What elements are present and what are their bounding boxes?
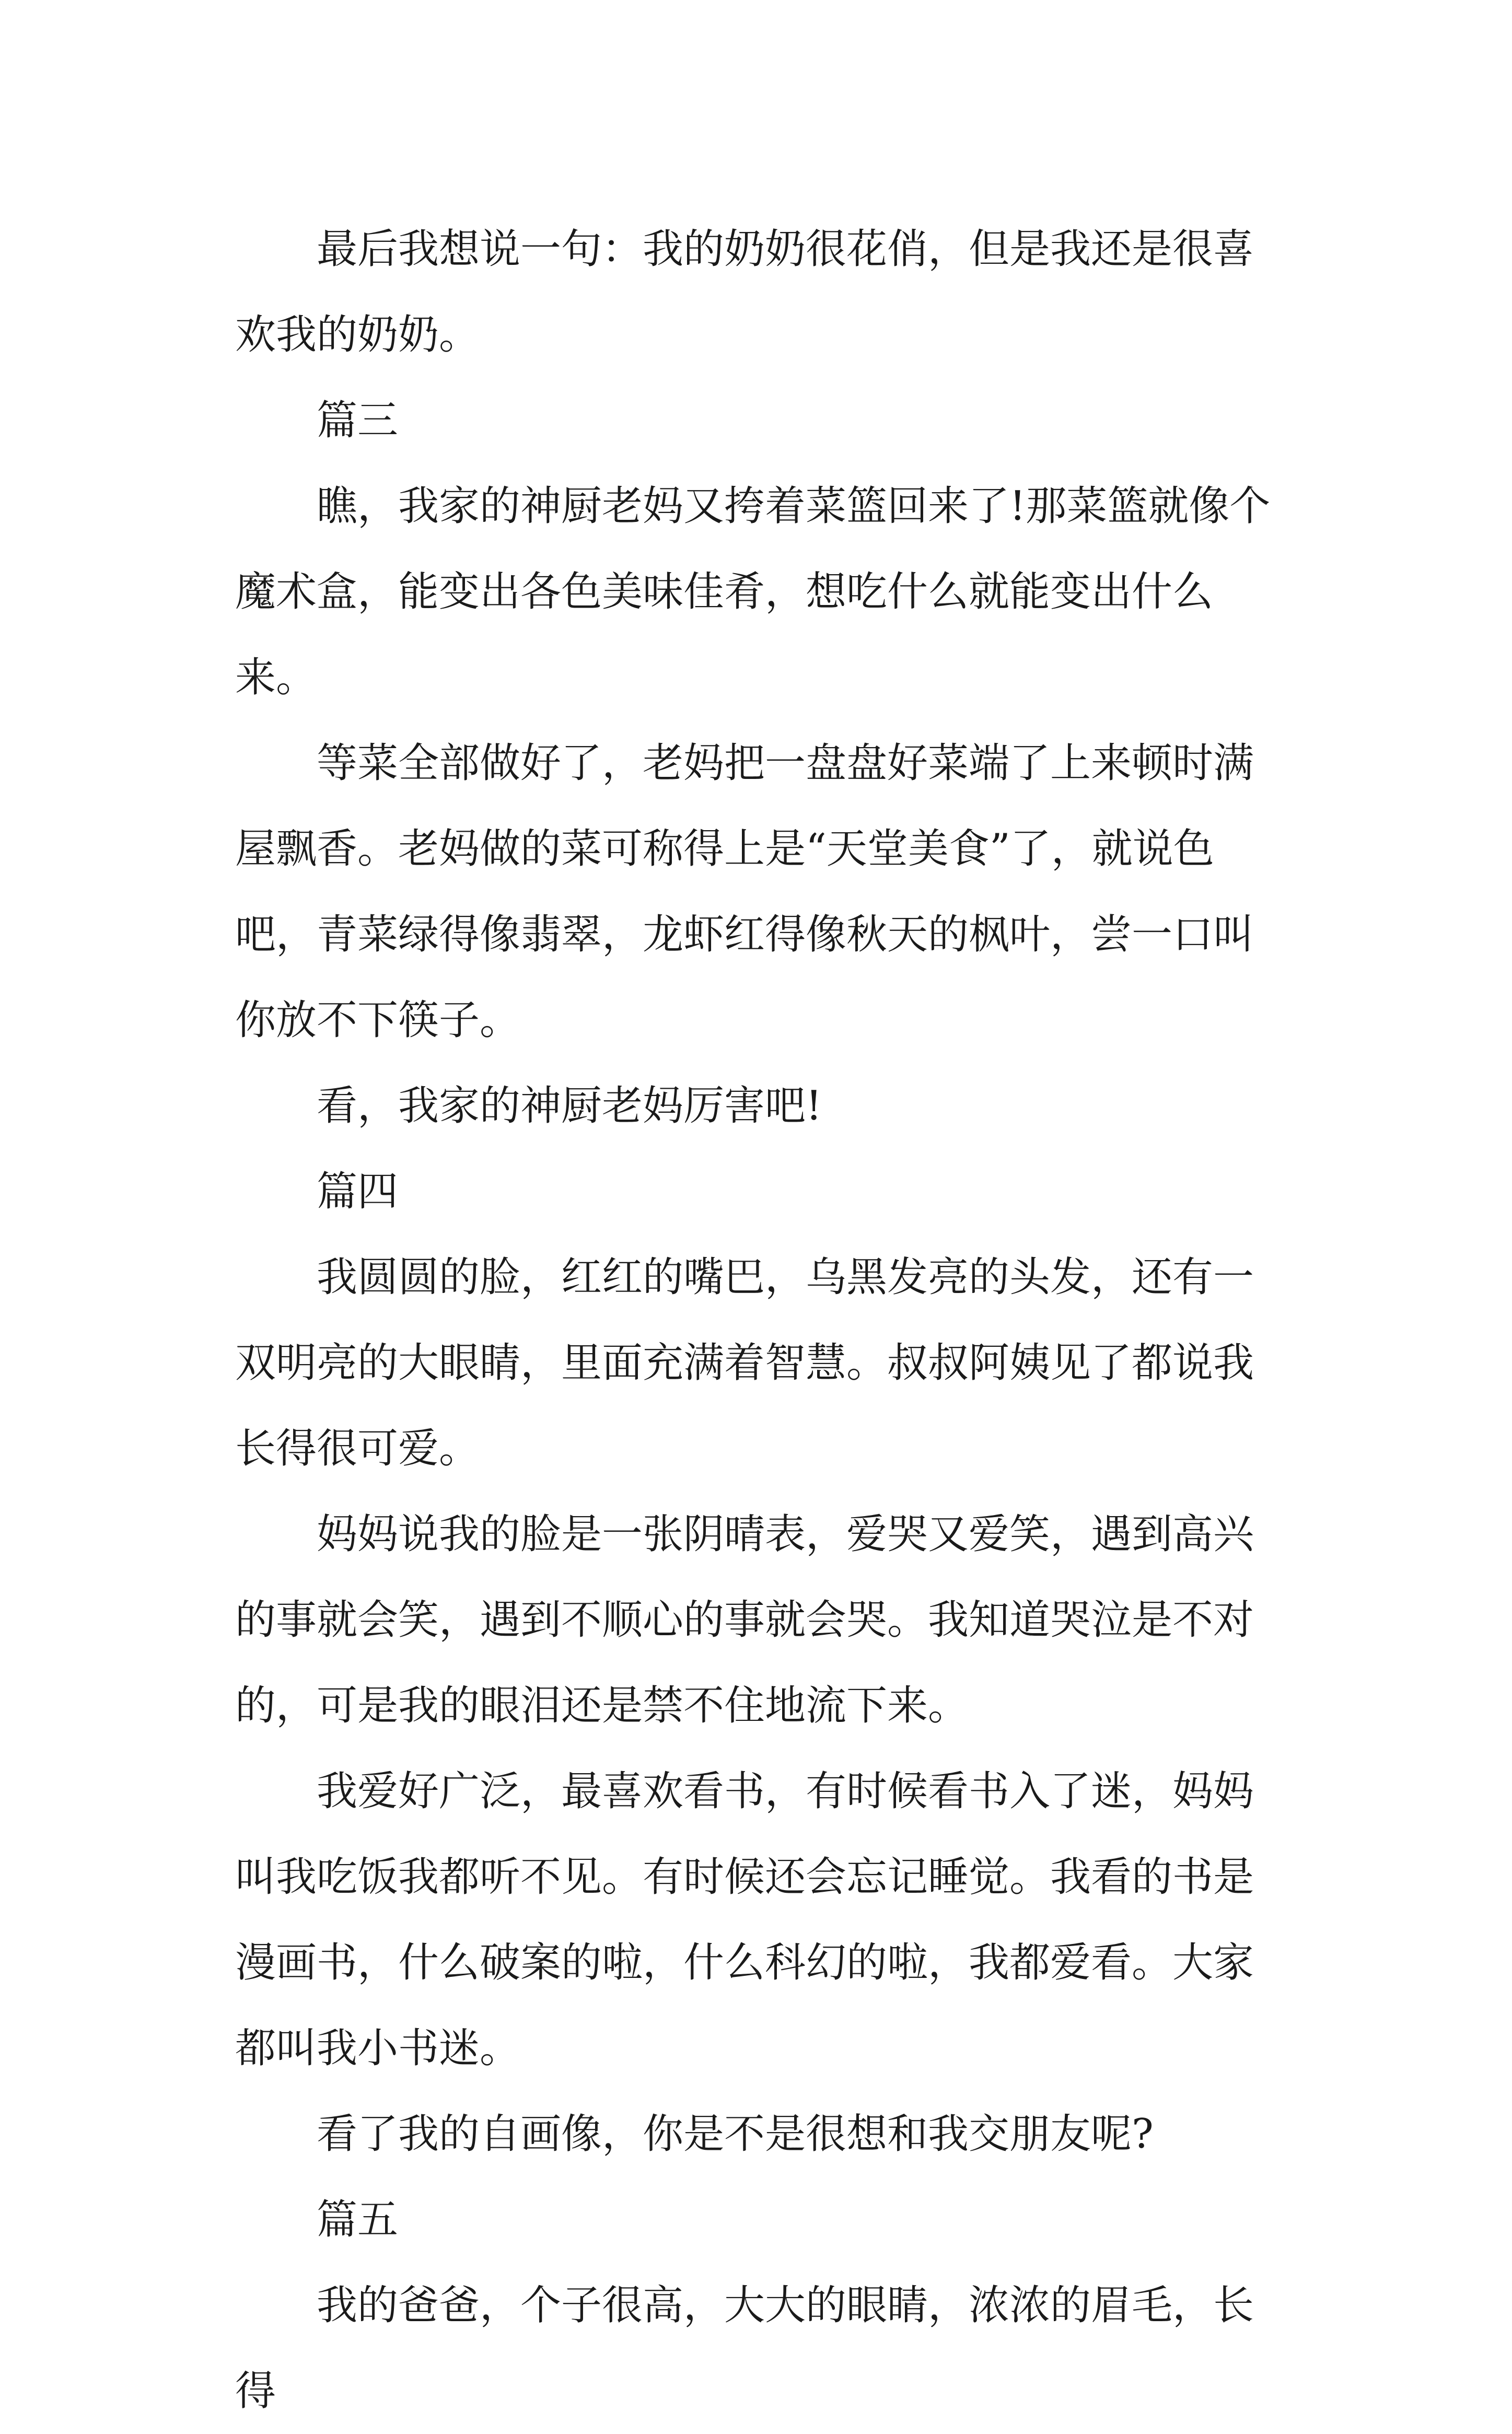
paragraph-mom-amazing: 看，我家的神厨老妈厉害吧! [317, 1082, 822, 1129]
section-heading-5: 篇五 [317, 2196, 399, 2243]
document-body [235, 206, 1280, 2434]
paragraph-self-hobbies: 我爱好广泛，最喜欢看书，有时候看书入了迷，妈妈叫我吃饭我都听不见。有时候还会忘记睡觉。我看的书是漫画书，什么破案的啦，什么科幻的啦，我都爱看。大家都叫我小书迷。 [235, 1768, 1254, 2072]
paragraph-dad-appearance: 我的爸爸，个子很高，大大的眼睛，浓浓的眉毛，长得 [235, 2282, 1254, 2415]
paragraph-self-appearance: 我圆圆的脸，红红的嘴巴，乌黑发亮的头发，还有一双明亮的大眼睛，里面充满着智慧。叔叔阿姨见了都说我长得很可爱。 [235, 1254, 1254, 1472]
paragraph-self-mood: 妈妈说我的脸是一张阴晴表，爱哭又爱笑，遇到高兴的事就会笑，遇到不顺心的事就会哭。我知道哭泣是不对的，可是我的眼泪还是禁不住地流下来。 [235, 1511, 1254, 1729]
paragraph-mom-basket: 瞧，我家的神厨老妈又挎着菜篮回来了!那菜篮就像个魔术盒，能变出各色美味佳肴，想吃什么就能变出什么来。 [235, 483, 1271, 701]
section-heading-3: 篇三 [317, 397, 399, 444]
paragraph-self-closing: 看了我的自画像，你是不是很想和我交朋友呢? [317, 2111, 1154, 2158]
paragraph-closing-grandma: 最后我想说一句：我的奶奶很花俏，但是我还是很喜欢我的奶奶。 [235, 226, 1254, 358]
section-heading-4: 篇四 [317, 1168, 399, 1215]
paragraph-mom-cooking: 等菜全部做好了，老妈把一盘盘好菜端了上来顿时满屋飘香。老妈做的菜可称得上是“天堂美食”了，就说色吧，青菜绿得像翡翠，龙虾红得像秋天的枫叶，尝一口叫你放不下筷子。 [235, 740, 1254, 1044]
